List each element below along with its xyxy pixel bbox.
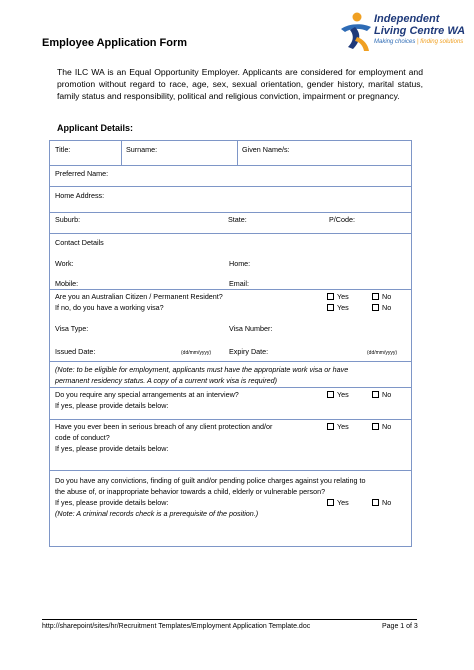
citizen-no-checkbox[interactable]: No bbox=[372, 292, 391, 301]
expiry-date-format: (dd/mm/yyyy) bbox=[367, 350, 397, 356]
mobile-field[interactable]: Mobile: bbox=[55, 279, 79, 288]
title-field[interactable]: Title: bbox=[55, 145, 71, 154]
work-visa-no-checkbox[interactable]: No bbox=[372, 303, 391, 312]
row-divider bbox=[50, 387, 411, 388]
surname-field[interactable]: Surname: bbox=[126, 145, 158, 154]
special-arrangements-details[interactable]: If yes, please provide details below: bbox=[55, 401, 169, 410]
checkbox-icon bbox=[372, 304, 379, 311]
home-address-field[interactable]: Home Address: bbox=[55, 191, 105, 200]
breach-question-line1: Have you ever been in serious breach of any client protection and/or bbox=[55, 422, 273, 431]
visa-number-field[interactable]: Visa Number: bbox=[229, 324, 273, 333]
checkbox-icon bbox=[327, 423, 334, 430]
footer-document-path: http://sharepoint/sites/hr/Recruitment Templates/Employment Application Template.doc bbox=[42, 623, 311, 630]
state-field[interactable]: State: bbox=[228, 215, 247, 224]
preferred-name-field[interactable]: Preferred Name: bbox=[55, 169, 109, 178]
checkbox-icon bbox=[372, 293, 379, 300]
checkbox-icon bbox=[372, 391, 379, 398]
convictions-yes-checkbox[interactable]: Yes bbox=[327, 498, 349, 507]
special-arrangements-no-checkbox[interactable]: No bbox=[372, 390, 391, 399]
breach-yes-checkbox[interactable]: Yes bbox=[327, 422, 349, 431]
section-title-applicant-details: Applicant Details: bbox=[57, 123, 134, 133]
checkbox-icon bbox=[372, 499, 379, 506]
checkbox-icon bbox=[327, 304, 334, 311]
row-divider bbox=[50, 233, 411, 234]
email-field[interactable]: Email: bbox=[229, 279, 249, 288]
checkbox-icon bbox=[327, 293, 334, 300]
issued-date-format: (dd/mm/yyyy) bbox=[181, 350, 211, 356]
checkbox-icon bbox=[327, 499, 334, 506]
row-divider bbox=[50, 419, 411, 420]
convictions-no-checkbox[interactable]: No bbox=[372, 498, 391, 507]
logo-name-line1: Independent bbox=[374, 13, 440, 25]
row-divider bbox=[50, 212, 411, 213]
work-visa-yes-checkbox[interactable]: Yes bbox=[327, 303, 349, 312]
convictions-question-line2: the abuse of, or inappropriate behavior towards a child, elderly or vulnerable person? bbox=[55, 487, 326, 496]
visa-type-field[interactable]: Visa Type: bbox=[55, 324, 89, 333]
logo-tagline: Making choices | finding solutions bbox=[374, 39, 464, 45]
citizen-question: Are you an Australian Citizen / Permanent Resident? bbox=[55, 292, 223, 301]
row-divider bbox=[50, 361, 411, 362]
eligibility-note-line1: (Note: to be eligible for employment, applicants must have the appropriate work visa or have bbox=[55, 365, 349, 374]
footer-divider bbox=[42, 619, 417, 620]
breach-details[interactable]: If yes, please provide details below: bbox=[55, 444, 169, 453]
citizen-yes-checkbox[interactable]: Yes bbox=[327, 292, 349, 301]
row-divider bbox=[50, 470, 411, 471]
row-divider bbox=[50, 289, 411, 290]
checkbox-icon bbox=[327, 391, 334, 398]
special-arrangements-yes-checkbox[interactable]: Yes bbox=[327, 390, 349, 399]
column-divider bbox=[237, 141, 238, 165]
checkbox-icon bbox=[372, 423, 379, 430]
applicant-details-form bbox=[49, 140, 412, 547]
convictions-question-line1: Do you have any convictions, finding of guilt and/or pending police charges against you relating to bbox=[55, 476, 366, 485]
form-title: Employee Application Form bbox=[42, 37, 188, 49]
special-arrangements-question: Do you require any special arrangements at an interview? bbox=[55, 390, 239, 399]
home-phone-field[interactable]: Home: bbox=[229, 259, 251, 268]
breach-question-line2: code of conduct? bbox=[55, 433, 110, 442]
logo-name-line2: Living Centre WA bbox=[374, 25, 466, 37]
breach-no-checkbox[interactable]: No bbox=[372, 422, 391, 431]
criminal-check-note: (Note: A criminal records check is a prerequisite of the position.) bbox=[55, 509, 259, 518]
row-divider bbox=[50, 165, 411, 166]
column-divider bbox=[121, 141, 122, 165]
postcode-field[interactable]: P/Code: bbox=[329, 215, 355, 224]
equal-opportunity-statement: The ILC WA is an Equal Opportunity Employer. Applicants are considered for employment and promotion without regard to race, age, sex, sexual orientation, gender history, marital status, family status and responsibility, political and religious conviction, impairment or pregnancy. bbox=[57, 67, 423, 101]
work-visa-question: If no, do you have a working visa? bbox=[55, 303, 164, 312]
work-phone-field[interactable]: Work: bbox=[55, 259, 74, 268]
suburb-field[interactable]: Suburb: bbox=[55, 215, 81, 224]
given-names-field[interactable]: Given Name/s: bbox=[242, 145, 290, 154]
eligibility-note-line2: permanent residency status. A copy of a current work visa is required) bbox=[55, 376, 277, 385]
row-divider bbox=[50, 186, 411, 187]
issued-date-field[interactable]: Issued Date: bbox=[55, 347, 96, 356]
convictions-details[interactable]: If yes, please provide details below: bbox=[55, 498, 169, 507]
footer-page-number: Page 1 of 3 bbox=[382, 623, 418, 630]
contact-details-heading: Contact Details bbox=[55, 238, 104, 247]
expiry-date-field[interactable]: Expiry Date: bbox=[229, 347, 269, 356]
